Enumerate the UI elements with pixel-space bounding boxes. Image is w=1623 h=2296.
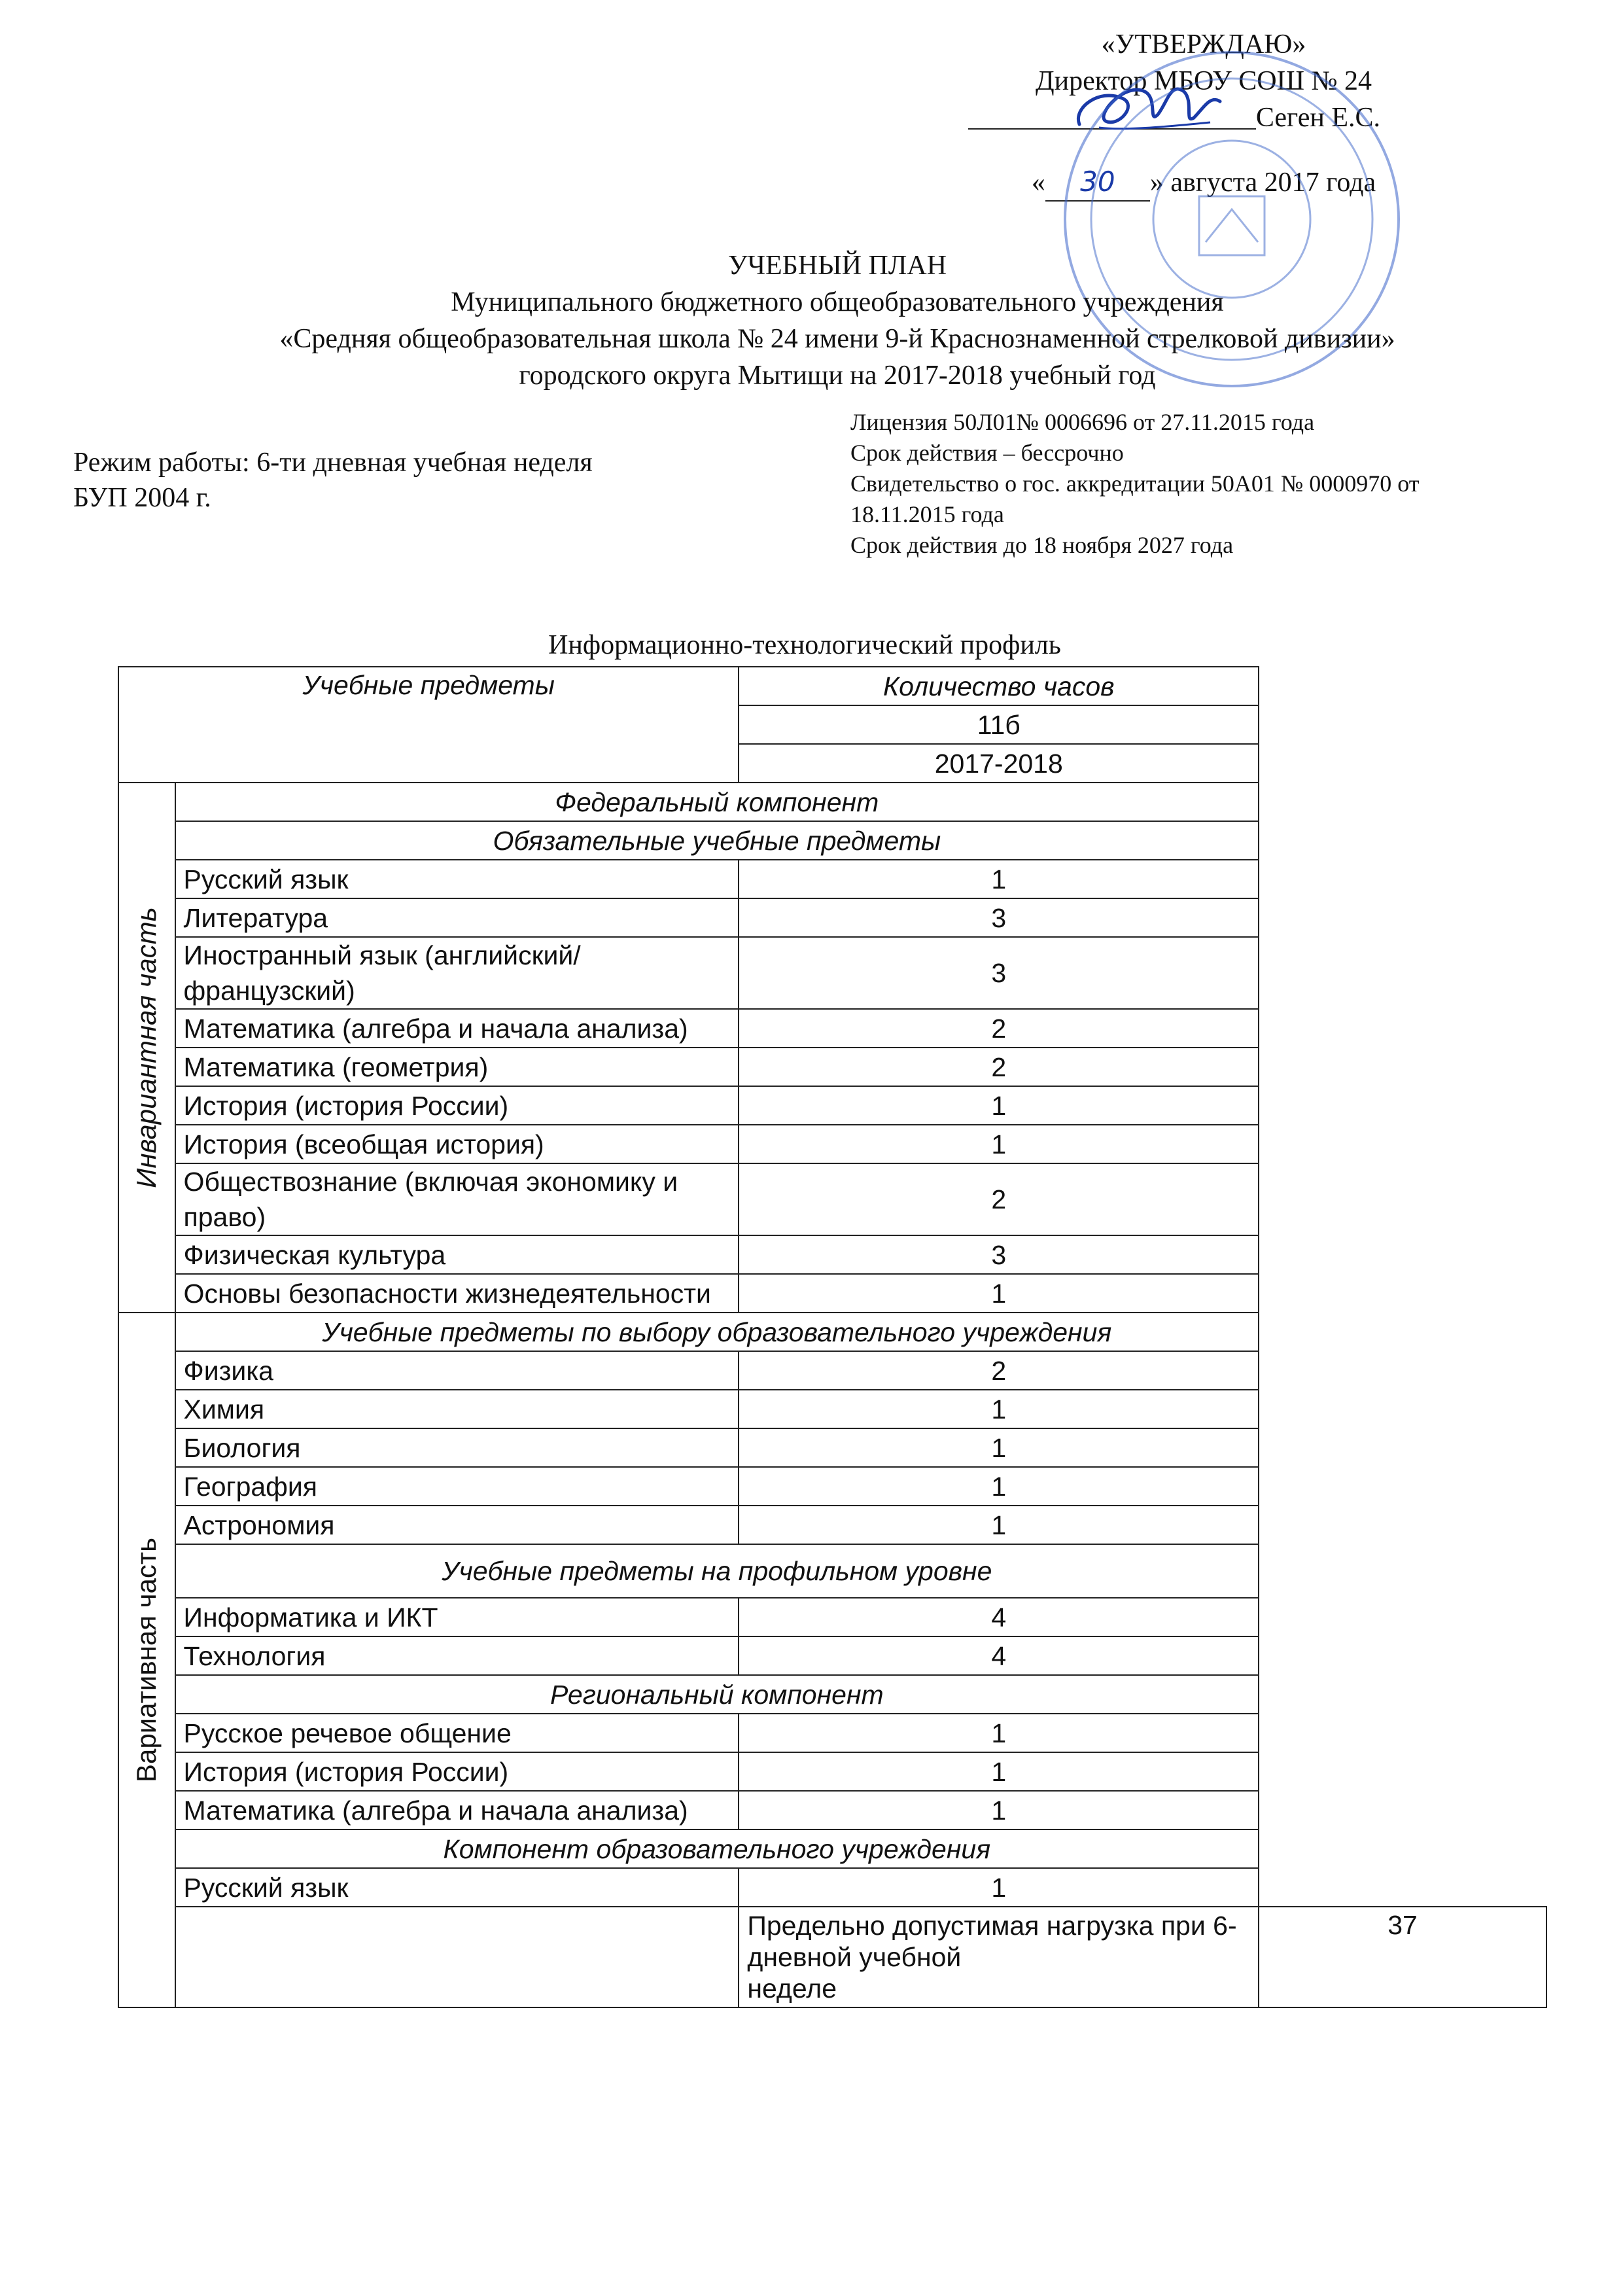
approval-name: Сеген Е.С. (1255, 103, 1380, 133)
col-hours: Количество часов (739, 667, 1259, 705)
table-row: Химия 1 (118, 1390, 1546, 1428)
table-row: Математика (алгебра и начала анализа) 1 (118, 1791, 1546, 1829)
academic-year: городского округа Мытищи на 2017-2018 учебный год (519, 361, 1156, 391)
license-info: Лицензия 50Л01№ 0006696 от 27.11.2015 года Срок действия – бессрочно Свидетельство о гос. аккредитации 50А01 № 0000970 от 18.11.2015 года Срок действия до 18 ноября 2027 года (850, 409, 1420, 558)
document-title (118, 247, 1557, 394)
table-row: Обществознание (включая экономику и право) 2 (118, 1163, 1546, 1235)
institution-type: Муниципального бюджетного общеобразовательного учреждения (451, 287, 1224, 317)
table-row: География 1 (118, 1467, 1546, 1506)
max-load-label: Предельно допустимая нагрузка при 6-дневной учебной неделе (739, 1907, 1259, 2007)
approval-day: 30 (1045, 164, 1150, 202)
invariant-part: Инвариантная часть (118, 783, 175, 1313)
table-row: Основы безопасности жизнедеятельности 1 (118, 1274, 1546, 1313)
max-load-row (118, 1907, 1546, 2007)
table-row: Русский язык 1 (118, 860, 1546, 898)
profile-title: Информационно-технологический профиль (548, 630, 1061, 660)
table-row: Математика (геометрия) 2 (118, 1048, 1546, 1086)
table-row: Русское речевое общение 1 (118, 1714, 1546, 1752)
table-row: Информатика и ИКТ 4 (118, 1598, 1546, 1636)
table-row: Физическая культура 3 (118, 1235, 1546, 1274)
table-row: Технология 4 (118, 1636, 1546, 1675)
table-row: Русский язык 1 (118, 1868, 1546, 1907)
choice-heading: Учебные предметы по выбору образовательного учреждения (175, 1313, 1259, 1351)
table-row: История (история России) 1 (118, 1086, 1546, 1125)
class-label: 11б (739, 705, 1259, 744)
approval-heading: «УТВЕРЖДАЮ» (1101, 29, 1306, 60)
work-mode: Режим работы: 6-ти дневная учебная неделя БУП 2004 г. (73, 448, 593, 513)
year-label: 2017-2018 (739, 744, 1259, 783)
plan-title: УЧЕБНЫЙ ПЛАН (727, 251, 947, 281)
table-row: Астрономия 1 (118, 1506, 1546, 1544)
federal-heading: Федеральный компонент (175, 783, 1259, 821)
profile-level-heading: Учебные предметы на профильном уровне (175, 1544, 1259, 1598)
variative-part: Вариативная часть (118, 1313, 175, 2007)
table-header-row (118, 667, 1546, 705)
school-name: «Средняя общеобразовательная школа № 24 имени 9-й Краснознаменной стрелковой дивизии» (279, 324, 1395, 354)
approval-director: Директор МБОУ СОШ № 24 (1035, 66, 1372, 96)
mandatory-heading: Обязательные учебные предметы (175, 821, 1259, 860)
school-heading: Компонент образовательного учреждения (175, 1829, 1259, 1868)
table-row: Биология 1 (118, 1428, 1546, 1467)
approval-date: « 30 » августа 2017 года (968, 164, 1439, 202)
table-row: Физика 2 (118, 1351, 1546, 1390)
table-row: История (история России) 1 (118, 1752, 1546, 1791)
col-subjects: Учебные предметы (118, 667, 739, 783)
table-row: Литература 3 (118, 898, 1546, 937)
max-load-hours: 37 (1259, 1907, 1546, 2007)
table-row: Математика (алгебра и начала анализа) 2 (118, 1009, 1546, 1048)
regional-heading: Региональный компонент (175, 1675, 1259, 1714)
table-row: Иностранный язык (английский/французский) 3 (118, 937, 1546, 1009)
curriculum-table (118, 666, 1547, 2008)
table-row: История (всеобщая история) 1 (118, 1125, 1546, 1163)
